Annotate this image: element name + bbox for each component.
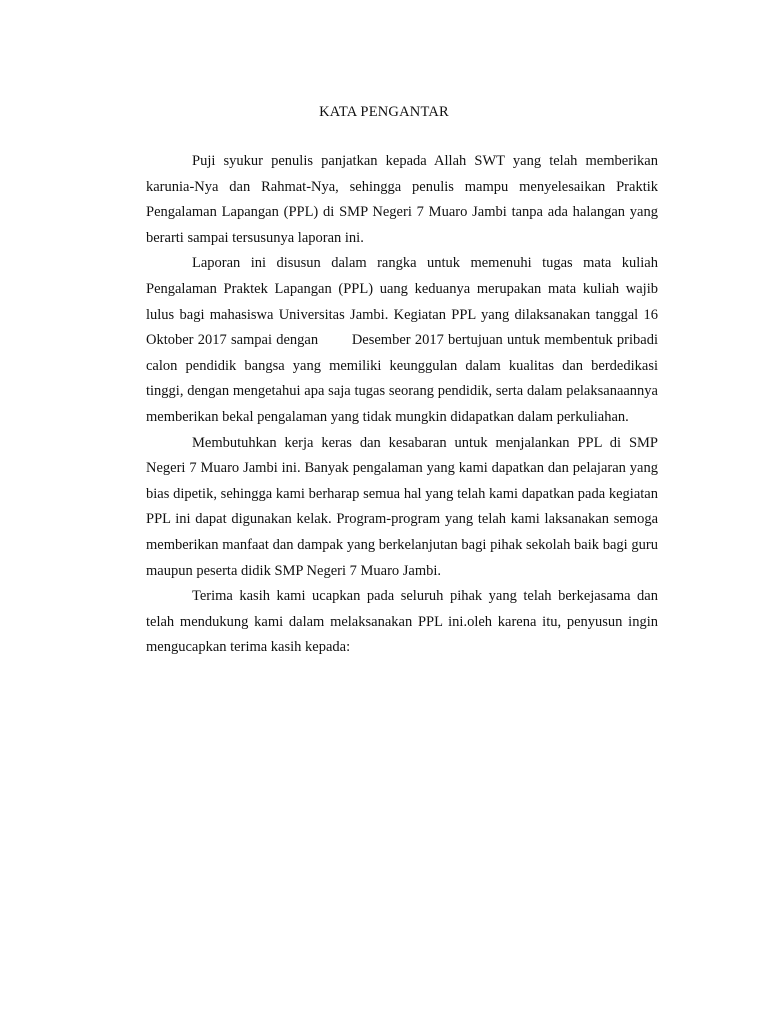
- paragraph-2: Laporan ini disusun dalam rangka untuk memenuhi tugas mata kuliah Pengalaman Praktek Lapangan (PPL) uang keduanya merupakan mata kuliah wajib lulus bagi mahasiswa Universitas Jambi. Kegiatan PPL yang dilaksanakan tanggal 16 Oktober 2017 sampai dengan Desember 2017 bertujuan untuk membentuk pribadi calon pendidik bangsa yang memiliki keunggulan dalam kualitas dan berdedikasi tinggi, dengan mengetahui apa saja tugas seorang pendidik, serta dalam pelaksanaannya memberikan bekal pengalaman yang tidak mungkin didapatkan dalam perkuliahan.: [146, 255, 658, 425]
- document-body: [146, 149, 658, 661]
- page-title: KATA PENGANTAR: [319, 104, 449, 120]
- paragraph-3: Membutuhkan kerja keras dan kesabaran untuk menjalankan PPL di SMP Negeri 7 Muaro Jambi ini. Banyak pengalaman yang kami dapatkan dan pelajaran yang bias dipetik, sehingga kami berharap semua hal yang telah kami dapatkan pada kegiatan PPL ini dapat digunakan kelak. Program-program yang telah kami laksanakan semoga memberikan manfaat dan dampak yang berkelanjutan bagi pihak sekolah baik bagi guru maupun peserta didik SMP Negeri 7 Muaro Jambi.: [146, 434, 658, 579]
- paragraph-4: Terima kasih kami ucapkan pada seluruh pihak yang telah berkejasama dan telah mendukung kami dalam melaksanakan PPL ini.oleh karena itu, penyusun ingin mengucapkan terima kasih kepada:: [146, 588, 658, 656]
- paragraph-1: Puji syukur penulis panjatkan kepada Allah SWT yang telah memberikan karunia-Nya dan Rahmat-Nya, sehingga penulis mampu menyelesaikan Praktik Pengalaman Lapangan (PPL) di SMP Negeri 7 Muaro Jambi tanpa ada halangan yang berarti sampai tersusunya laporan ini.: [146, 153, 658, 246]
